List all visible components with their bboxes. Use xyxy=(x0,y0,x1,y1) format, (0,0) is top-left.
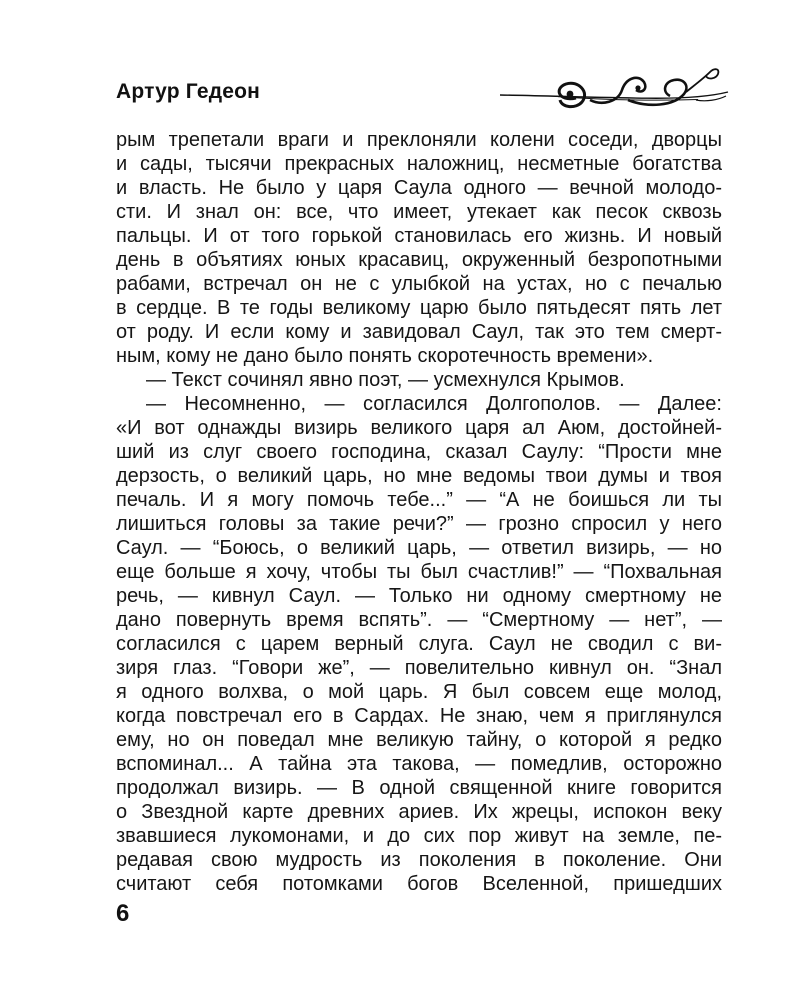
text-line: пальцы. И от того горькой становилась его жизнь. И новый xyxy=(116,225,722,247)
text-line: когда повстречал его в Сардах. Не знаю, чем я приглянулся xyxy=(116,705,722,727)
page-number: 6 xyxy=(116,900,130,927)
text-line: «И вот однажды визирь великого царя ал Аюм, достойней- xyxy=(116,417,722,439)
text-line: вспоминал... А тайна эта такова, — помедлив, осторожно xyxy=(116,753,722,775)
text-line: дано повернуть время вспять”. — “Смертному — нет”, — xyxy=(116,609,722,631)
text-line: печаль. И я могу помочь тебе...” — “А не боишься ли ты xyxy=(116,489,722,511)
text-line: — Текст сочинял явно поэт, — усмехнулся Крымов. xyxy=(146,369,625,391)
text-line: ему, но он поведал мне великую тайну, о которой я редко xyxy=(116,729,722,751)
text-line: ший из слуг своего господина, сказал Саулу: “Прости мне xyxy=(116,441,722,463)
text-line: от роду. И если кому и завидовал Саул, так это тем смерт- xyxy=(116,321,722,343)
body-text xyxy=(116,128,722,896)
text-line: продолжал визирь. — В одной священной книге говорится xyxy=(116,777,722,799)
text-line: и сады, тысячи прекрасных наложниц, несметные богатства xyxy=(116,153,722,175)
text-line: день в объятиях юных красавиц, окруженный безропотными xyxy=(116,249,722,271)
text-line: и власть. Не было у царя Саула одного — вечной молодо- xyxy=(116,177,722,199)
text-line: рым трепетали враги и преклоняли колени соседи, дворцы xyxy=(116,129,722,151)
text-line: считают себя потомками богов Вселенной, пришедших xyxy=(116,873,722,895)
text-line: в сердце. В те годы великому царю было пятьдесят пять лет xyxy=(116,297,722,319)
text-line: Саул. — “Боюсь, о великий царь, — ответил визирь, — но xyxy=(116,537,722,559)
text-line: сти. И знал он: все, что имеет, утекает как песок сквозь xyxy=(116,201,722,223)
text-line: ным, кому не дано было понять скоротечность времени». xyxy=(116,345,654,367)
text-line: редавая свою мудрость из поколения в поколение. Они xyxy=(116,849,722,871)
text-line: рабами, встречал он не с улыбкой на устах, но с печалью xyxy=(116,273,722,295)
running-head-author: Артур Гедеон xyxy=(116,80,261,103)
text-line: речь, — кивнул Саул. — Только ни одному смертному не xyxy=(116,585,722,607)
text-line: согласился с царем верный слуга. Саул не сводил с ви- xyxy=(116,633,722,655)
text-line: лишиться головы за такие речи?” — грозно спросил у него xyxy=(116,513,722,535)
flourish-ornament-icon xyxy=(498,62,730,112)
text-line: звавшиеся лукомонами, и до сих пор живут на земле, пе- xyxy=(116,825,722,847)
text-line: зиря глаз. “Говори же”, — повелительно кивнул он. “Знал xyxy=(116,657,722,679)
text-line: о Звездной карте древних ариев. Их жрецы, испокон веку xyxy=(116,801,722,823)
text-line: — Несомненно, — согласился Долгополов. — Далее: xyxy=(146,393,722,415)
text-line: я одного волхва, о мой царь. Я был совсем еще молод, xyxy=(116,681,722,703)
text-line: дерзость, о великий царь, но мне ведомы твои думы и твоя xyxy=(116,465,722,487)
text-line: еще больше я хочу, чтобы ты был счастлив!” — “Похвальная xyxy=(116,561,722,583)
